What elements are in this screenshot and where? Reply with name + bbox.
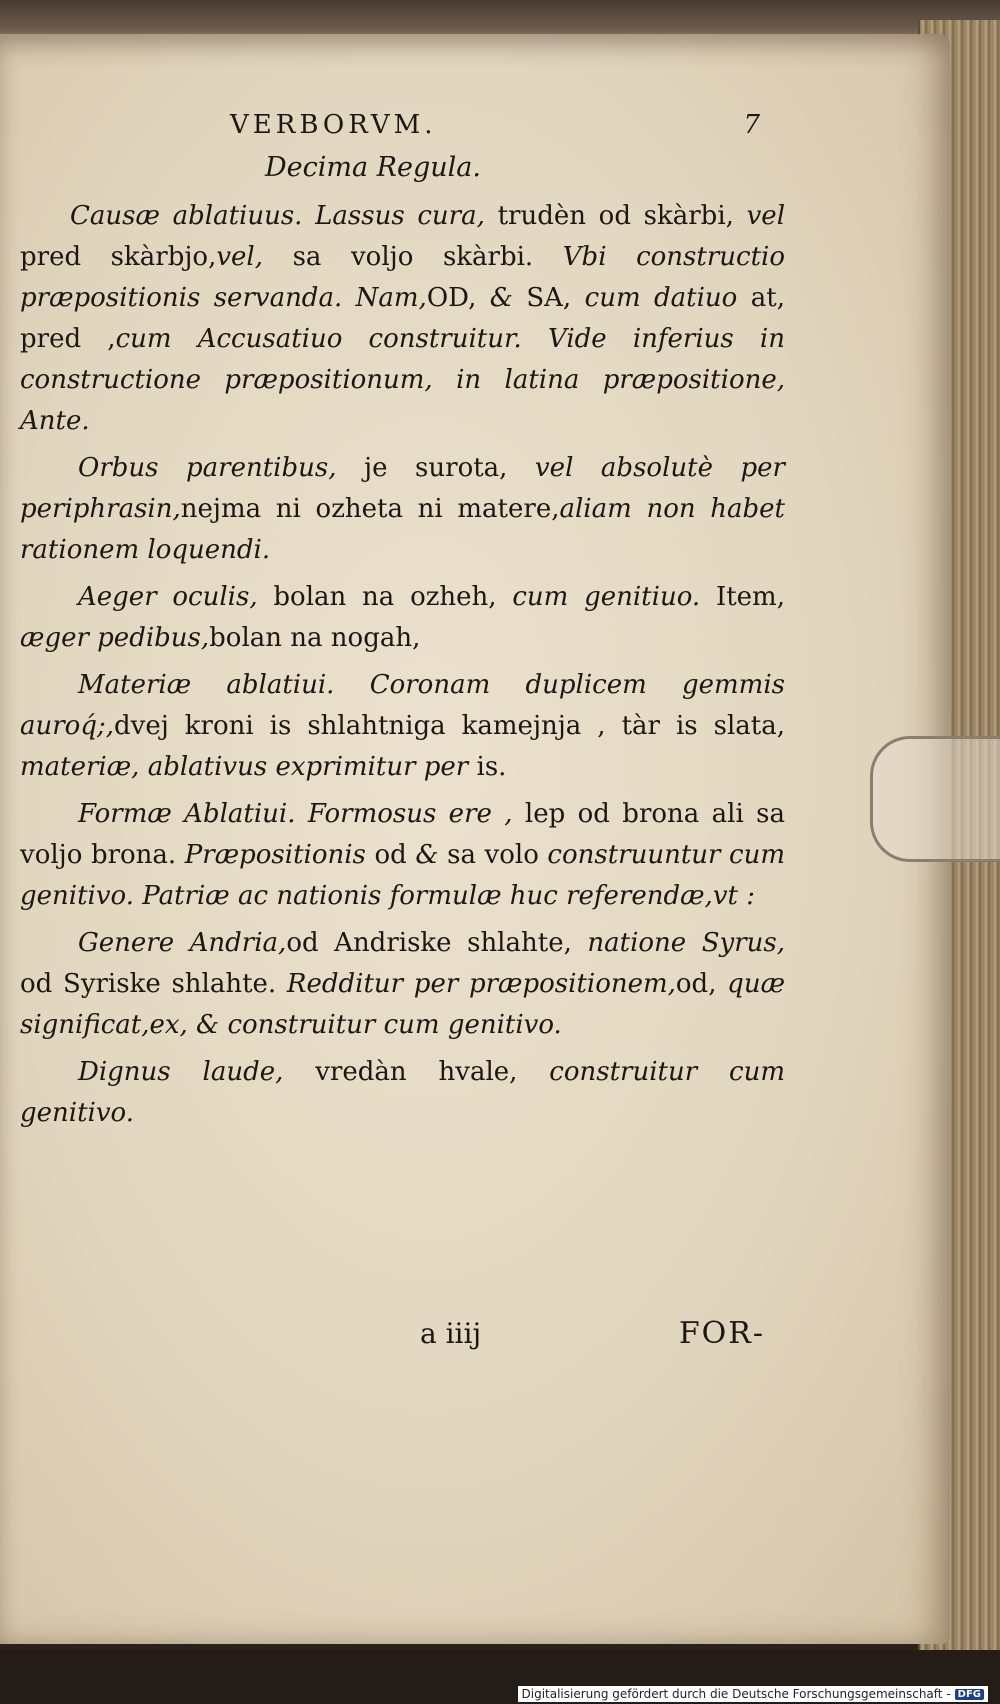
latin-text: Orbus parentibus, (78, 453, 337, 483)
latin-text: Genere Andria, (78, 928, 287, 958)
paragraph-formae (20, 794, 785, 917)
slovene-text: lep od brona ali sa voljo brona. (20, 799, 785, 870)
latin-text: natione Syrus, (571, 928, 786, 958)
slovene-text: SA, (526, 283, 572, 313)
slovene-text: od, (675, 969, 717, 999)
slovene-text: dvej kroni is shlahtniga kamejnja , tàr is slata, (114, 711, 785, 741)
slovene-text: bolan na ozheh, (257, 582, 497, 612)
slovene-text: trudèn od skàrbi, (484, 201, 734, 231)
paragraph-materiae (20, 665, 785, 788)
section-heading: Decima Regula. (265, 152, 481, 183)
slovene-text: Item, (700, 582, 785, 612)
latin-text: Redditur per præpositionem, (276, 969, 676, 999)
page-number: 7 (743, 110, 760, 140)
page-footer (420, 1316, 765, 1351)
latin-text: æger pedibus, (20, 623, 210, 653)
latin-text: vel, (216, 242, 263, 272)
slovene-text: od Andriske shlahte, (286, 928, 572, 958)
latin-text: vel absolutè per periphrasin, (20, 453, 785, 524)
latin-text: Causæ ablatiuus. Lassus cura, (70, 201, 485, 231)
slovene-text: od (365, 840, 407, 870)
latin-text: Formæ Ablatiui. Formosus ere , (78, 799, 513, 829)
slovene-text: nejma ni ozheta ni matere, (180, 494, 560, 524)
latin-text: materiæ, ablativus exprimitur per (20, 752, 469, 782)
latin-text: aliam non habet rationem loquendi. (20, 494, 786, 565)
slovene-text: je surota, (336, 453, 508, 483)
credit-text: Digitalisierung gefördert durch die Deutsche Forschungsgemeinschaft - (521, 1687, 951, 1701)
latin-text: Materiæ ablatiui. Coronam duplicem gemmis auroq́;, (20, 670, 785, 741)
slovene-text: od Syriske shlahte. (20, 969, 277, 999)
latin-text: Præpositionis (176, 840, 366, 870)
paragraph-genere (20, 923, 785, 1046)
latin-text: quæ significat,ex, & construitur cum genitivo. (20, 969, 786, 1040)
slovene-text: at, pred , (20, 283, 785, 354)
slovene-text: vredàn hvale, (283, 1057, 518, 1087)
latin-text: vel (733, 201, 786, 231)
latin-text: & (406, 840, 448, 870)
slovene-text: pred skàrbjo, (20, 242, 217, 272)
catchword: FOR- (678, 1316, 765, 1351)
scan-bottom-band (0, 1650, 1000, 1704)
latin-text: construitur cum genitivo. (20, 1057, 785, 1128)
page-clip (870, 736, 1000, 862)
running-title: VERBORVM. (230, 110, 437, 140)
body-text (20, 196, 785, 1140)
paragraph-dignus (20, 1052, 785, 1134)
slovene-text: sa volo (447, 840, 539, 870)
latin-text: Vbi constructio præpositionis servanda. Nam, (20, 242, 785, 313)
running-header (230, 110, 760, 140)
paragraph-orbus (20, 448, 785, 571)
paragraph-causae (20, 196, 785, 442)
latin-text: cum genitiuo. (496, 582, 701, 612)
latin-text: & (476, 283, 527, 313)
latin-text: cum datiuo (571, 283, 738, 313)
signature-mark: a iiij (420, 1317, 482, 1350)
slovene-text: bolan na nogah, (209, 623, 421, 653)
slovene-text: OD, (426, 283, 477, 313)
digitization-credit (518, 1686, 989, 1702)
paragraph-aeger (20, 577, 785, 659)
dfg-logo: DFG (955, 1689, 984, 1700)
slovene-text: is. (468, 752, 507, 782)
latin-text: Dignus laude, (78, 1057, 284, 1087)
latin-text: construuntur cum genitivo. Patriæ ac nationis formulæ huc referendæ,vt : (20, 840, 785, 911)
latin-text: cum Accusatiuo construitur. Vide inferius in constructione præpositionum, in latina præpositione, Ante. (20, 324, 785, 436)
slovene-text: sa voljo skàrbi. (263, 242, 534, 272)
latin-text: Aeger oculis, (78, 582, 258, 612)
